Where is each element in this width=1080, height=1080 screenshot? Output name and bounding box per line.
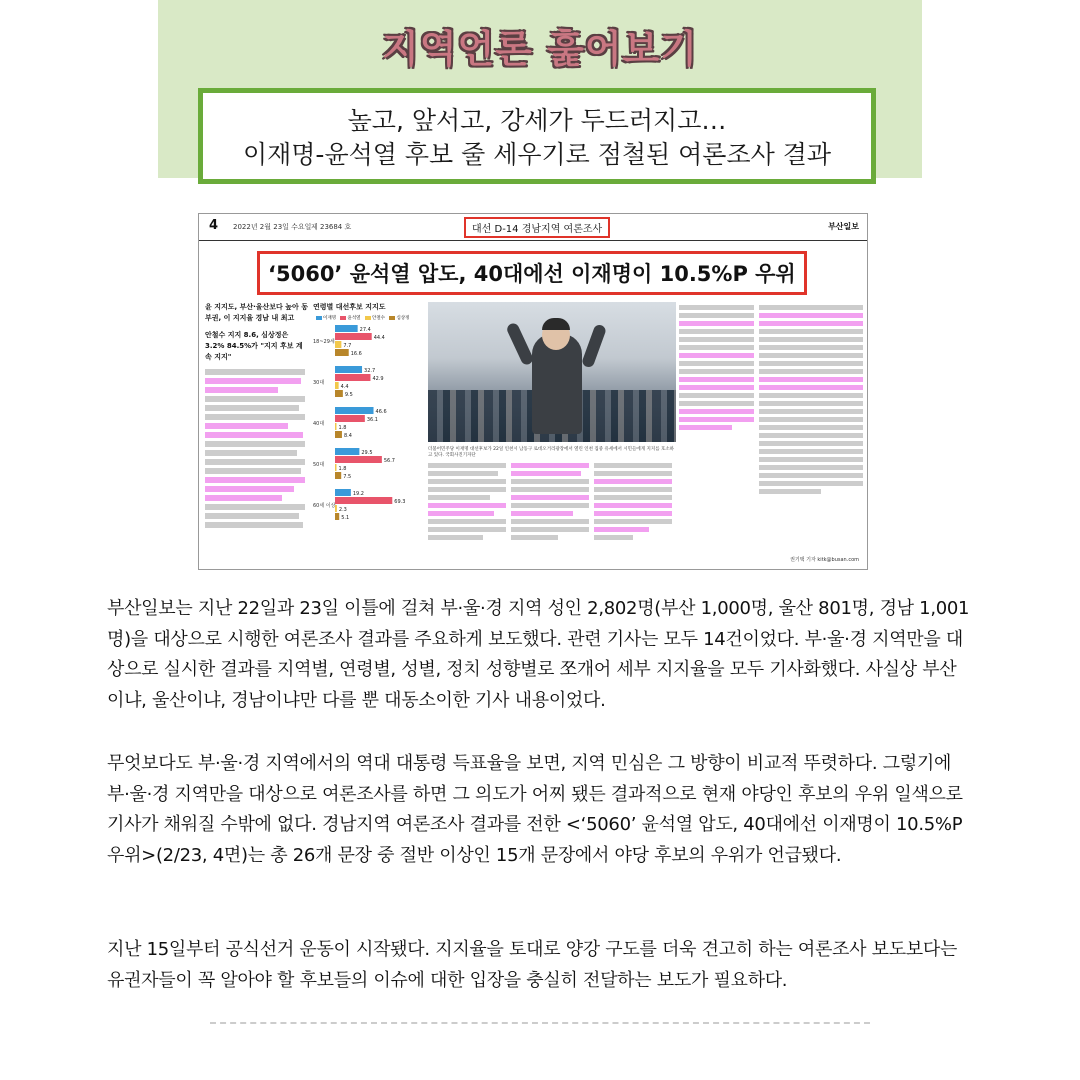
category-label: 40대 — [313, 421, 325, 427]
clipping-right-column — [759, 302, 863, 497]
bar-윤석열 — [335, 374, 370, 381]
bar-value-label: 16.6 — [350, 351, 362, 357]
legend-item: 안철수 — [371, 316, 386, 321]
chart-svg — [313, 321, 425, 556]
category-label: 60세 이상 — [313, 503, 336, 509]
category-label: 30대 — [313, 380, 325, 386]
bar-이재명 — [335, 366, 362, 373]
bar-안철수 — [335, 423, 336, 430]
category-label: 18~29세 — [313, 339, 335, 345]
clipping-subhead-1: 윤 지지도, 부산·울산보다 높아 동부권, 이 지지율 경남 내 최고 — [205, 303, 308, 322]
bar-value-label: 4.4 — [340, 384, 349, 390]
clipping-page-number: 4 — [209, 218, 219, 233]
headline-box — [198, 88, 876, 184]
clipping-issue: 제 23684 호 — [311, 223, 352, 231]
bottom-divider — [210, 1022, 870, 1024]
bar-value-label: 29.5 — [361, 450, 373, 456]
clipping-headline: ‘5060’ 윤석열 압도, 40대에선 이재명이 10.5%P 우위 — [257, 251, 807, 295]
headline-line-2: 이재명-윤석열 후보 줄 세우기로 점철된 여론조사 결과 — [242, 140, 831, 169]
bar-안철수 — [335, 382, 339, 389]
clipping-column-3 — [511, 460, 589, 543]
bar-안철수 — [335, 341, 341, 348]
clipping-paper-name: 부산일보 — [828, 222, 859, 231]
bar-안철수 — [335, 464, 336, 471]
bar-이재명 — [335, 489, 351, 496]
bar-윤석열 — [335, 497, 392, 504]
bar-심상정 — [335, 390, 343, 397]
legend-item: 이재명 — [323, 316, 337, 321]
bar-value-label: 56.7 — [383, 458, 396, 464]
clipping-byline: 권기택 기자 kitk@busan.com — [790, 557, 859, 563]
page-title: 지역언론 훑어보기 — [382, 27, 698, 71]
bar-심상정 — [335, 472, 341, 479]
legend-item: 윤석열 — [347, 316, 361, 321]
bar-value-label: 27.4 — [359, 327, 371, 333]
bar-value-label: 44.4 — [373, 335, 385, 341]
bar-심상정 — [335, 349, 349, 356]
bar-value-label: 32.7 — [364, 368, 376, 374]
news-photo — [428, 302, 676, 442]
bar-value-label: 8.4 — [343, 433, 352, 439]
bar-value-label: 1.8 — [338, 466, 347, 472]
clipping-left-column — [205, 302, 309, 531]
category-label: 50대 — [313, 462, 325, 468]
chart-legend — [313, 315, 425, 321]
bar-안철수 — [335, 505, 337, 512]
bar-이재명 — [335, 407, 374, 414]
clipping-subhead-2: 안철수 지지 8.6, 심상정은 3.2% 84.5%가 "지지 후보 계속 지지" — [205, 331, 303, 361]
bar-윤석열 — [335, 333, 372, 340]
bar-value-label: 42.9 — [372, 376, 384, 382]
bar-이재명 — [335, 448, 359, 455]
bar-value-label: 46.6 — [375, 409, 387, 415]
clipping-column-2 — [428, 460, 506, 543]
bar-심상정 — [335, 513, 339, 520]
newspaper-clipping — [198, 213, 868, 570]
clipping-text-lines — [205, 369, 309, 528]
bar-윤석열 — [335, 415, 365, 422]
headline-line-1: 높고, 앞서고, 강세가 두드러지고… — [347, 106, 727, 135]
bar-value-label: 69.3 — [394, 499, 406, 505]
bar-value-label: 5.1 — [341, 515, 350, 521]
body-paragraph-2: 무엇보다도 부·울·경 지역에서의 역대 대통령 득표율을 보면, 지역 민심은 그 방향이 비교적 뚜렷하다. 그렇기에 부·울·경 지역만을 대상으로 여론조사를 하면 그 의도가 어찌 됐든 결과적으로 현재 야당인 후보의 우위 일색으로 기사가 채워질 수밖에 없다. 경남지역 여론조사 결과를 전한 <‘5060’ 윤석열 압도, 40대에선 이재명이 10.5%P 우위>(2/23, 4면)는 총 26개 문장 중 절반 이상인 15개 문장에서 야당 후보의 우위가 언급됐다. — [107, 753, 963, 866]
clipping-masthead — [199, 214, 867, 241]
bar-value-label: 9.5 — [344, 392, 353, 398]
clipping-column-5 — [679, 302, 754, 433]
clipping-column-4 — [594, 460, 672, 543]
bar-value-label: 1.8 — [338, 425, 347, 431]
clipping-section-label: 대선 D-14 경남지역 여론조사 — [464, 217, 610, 238]
age-support-chart — [313, 302, 425, 564]
clipping-date: 2022년 2월 23일 수요일 — [233, 223, 312, 231]
legend-item: 심상정 — [396, 316, 410, 321]
body-paragraph-3: 지난 15일부터 공식선거 운동이 시작됐다. 지지율을 토대로 양강 구도를 더욱 견고히 하는 여론조사 보도보다는 유권자들이 꼭 알아야 할 후보들의 이슈에 대한 입장을 충실히 전달하는 보도가 필요하다. — [107, 939, 958, 991]
bar-value-label: 7.7 — [343, 343, 352, 349]
bar-심상정 — [335, 431, 342, 438]
body-paragraph-1: 부산일보는 지난 22일과 23일 이틀에 걸쳐 부·울·경 지역 성인 2,802명(부산 1,000명, 울산 801명, 경남 1,001명)을 대상으로 시행한 여론조사 결과를 주요하게 보도했다. 관련 기사는 모두 14건이었다. 부·울·경 지역만을 대상으로 실시한 결과를 지역별, 연령별, 성별, 정치 성향별로 쪼개어 세부 지지율을 모두 기사화했다. 사실상 부산이냐, 울산이냐, 경남이냐만 다를 뿐 대동소이한 기사 내용이었다. — [107, 598, 970, 711]
bar-이재명 — [335, 325, 358, 332]
bar-value-label: 36.1 — [366, 417, 378, 423]
bar-윤석열 — [335, 456, 382, 463]
chart-title: 연령별 대선후보 지지도 — [313, 303, 386, 311]
bar-value-label: 7.5 — [343, 474, 352, 480]
bar-value-label: 2.3 — [338, 507, 347, 513]
photo-caption: 더불어민주당 이재명 대선후보가 22일 인천시 남동구 로데오거리광장에서 열린 인천 집중 유세에서 시민들에게 지지를 호소하고 있다. 국회사진기자단 — [428, 447, 675, 458]
bar-value-label: 19.2 — [352, 491, 365, 497]
